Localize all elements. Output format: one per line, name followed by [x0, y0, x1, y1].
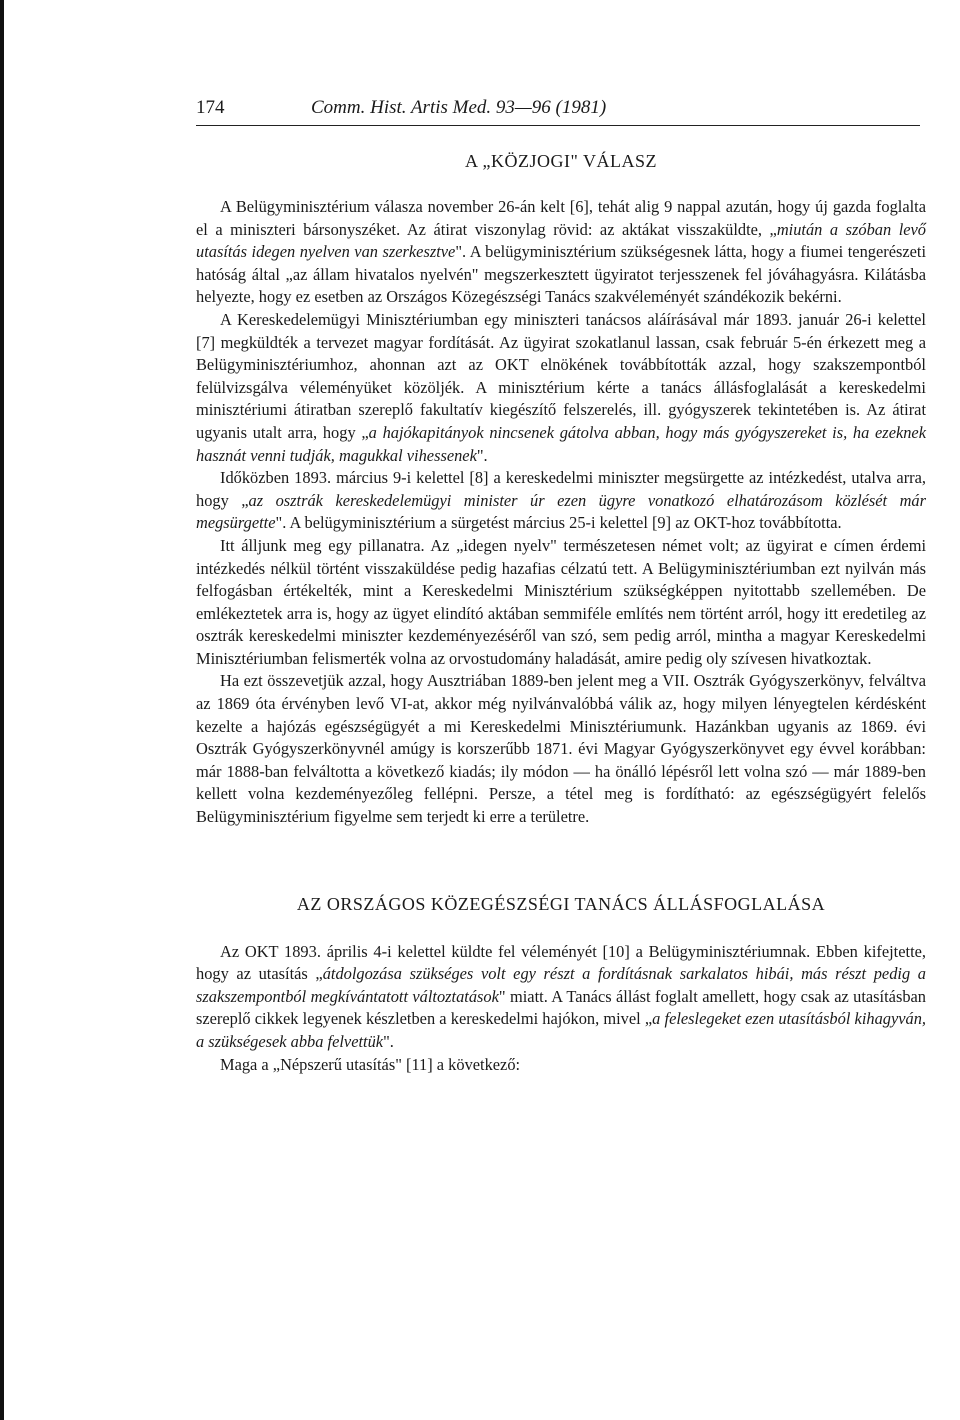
- article-body: [196, 148, 926, 1076]
- header-rule: [196, 125, 920, 126]
- section-title: A „KÖZJOGI" VÁLASZ: [464, 151, 657, 171]
- text-run: ".: [383, 1032, 394, 1051]
- quoted-text: a feleslegeket ezen utasításból kihagyván, a szükségesek abba felvettük: [196, 1009, 926, 1051]
- quoted-text: miután a szóban levő utasítás idegen nyelven van szerkesztve: [196, 219, 927, 262]
- section-title: AZ ORSZÁGOS KÖZEGÉSZSÉGI TANÁCS ÁLLÁSFOGLALÁSA: [296, 893, 826, 914]
- quoted-text: a hajókapitányok nincsenek gátolva abban, hogy más gyógyszereket is, ha ezeknek hasznát venni tudják, magukkal vihessenek: [196, 422, 926, 465]
- page-edge: [0, 0, 4, 1420]
- text-run: ".: [476, 445, 488, 465]
- paragraph: Itt álljunk meg egy pillanatra. Az „idegen nyelv" természetesen német volt; az ügyirat e címen érdemi intézkedés nélkül történt visszaküldése pedig hazafias célzatú tett. A Belügyminisztériumban ezt nyilván más felfogásban értékelték, mint a Kereskedelmi Minisztérium szükségképpen nyitottabb szellemében. De emlékeztetek arra is, hogy az ügyet elindító aktában semmiféle említés nem történt arról, hogy itt eredetileg az osztrák kereskedelmi miniszter kezdeményezéséről van szó, sem pedig arról, mintha a magyar Kereskedelmi Minisztériumban felismerték volna az orvostudomány haladását, amire pedig oly szívesen hivatkoztak.: [196, 535, 926, 668]
- text-run: ". A belügyminisztérium szükségesnek látta, hogy a fiumei tengerészeti hatóság által „az állam hivatalos nyelvén" megszerkesztett ügyiratot terjesszenek fel jóváhagyásra. Kilátásba helyezte, hogy ez esetben az Országos Közegészségi Tanács szakvéleményét szándékozik bekérni.: [196, 242, 927, 307]
- text-run: A Kereskedelemügyi Minisztériumban egy miniszteri tanácsos aláírásával már 1893. január 26-i kelettel [7] megküldték a tervezet magyar fordítását. Az ügyirat szokatlanul lassan, csak február 5-én érkezett meg a Belügyminisztériumhoz, ahonnan azt az OKT elnökének továbbították azzal, hogy szakszempontból felülvizsgálva véleményüket közöljék. A minisztérium kérte a tanács állásfoglalását a kereskedelmi minisztériumi átiratban szereplő fakultatív kiegészítő felszerelés, ill. gyógyszerek tekintetében is. Az átirat ugyanis utalt arra, hogy „: [196, 309, 926, 442]
- quoted-text: az osztrák kereskedelemügyi minister úr ezen ügyre vonatkozó elhatározásom közlését már megsürgette: [196, 490, 927, 533]
- paragraph: [196, 467, 926, 535]
- journal-citation: Comm. Hist. Artis Med. 93—96 (1981): [311, 97, 607, 118]
- text-run: Időközben 1893. március 9-i kelettel [8] a kereskedelmi miniszter megsürgette az intézkedést, utalva arra, hogy „: [196, 468, 926, 510]
- paragraph: [196, 196, 926, 309]
- paragraph: [196, 309, 926, 467]
- paragraph: Ha ezt összevetjük azzal, hogy Ausztriában 1889-ben jelent meg a VII. Osztrák Gyógyszerkönyv, felváltva az 1869 óta érvényben levő VI-at, akkor még nyilvánvalóbbá válik az, hogy milyen lényegtelen kérdésként kezelte a hajózás egészségügyét a mi Kereskedelmi Minisztériumunk. Hazánkban ugyanis az 1869. évi Osztrák Gyógyszerkönyvnél amúgy is korszerűbb 1871. évi Magyar Gyógyszerkönyvet egy évvel korábban: már 1888-ban felváltotta a következő kiadás; ily módon — ha önálló lépésről lett volna szó — már 1889-ben kellett volna kezdeményezőleg fellépni. Persze, a tétel meg is fordítható: az egészségügyért felelős Belügyminisztérium figyelme sem terjedt ki erre a területre.: [196, 671, 926, 827]
- paragraph: Maga a „Népszerű utasítás" [11] a következő:: [220, 1054, 521, 1074]
- page-number: 174: [196, 97, 225, 118]
- text-run: Az OKT 1893. április 4-i kelettel küldte fel véleményét [10] a Belügyminisztériumnak. Ebben kifejtette, hogy az utasítás „: [196, 941, 926, 984]
- text-run: " miatt. A Tanács állást foglalt amellett, hogy csak az utasításban szereplő cikkek legyenek készletben a kereskedelmi hajókon, mivel „: [196, 986, 926, 1029]
- running-header: [196, 97, 920, 129]
- text-run: A Belügyminisztérium válasza november 26-án kelt [6], tehát alig 9 nappal azután, hogy új gazda foglalta el a miniszteri bársonyszéket. Az átirat viszonylag rövid: az aktákat visszaküldte, „: [196, 197, 926, 239]
- paragraph: [196, 941, 926, 1054]
- text-run: ". A belügyminisztérium a sürgetést március 25-i kelettel [9] az OKT-hoz továbbította.: [275, 513, 842, 533]
- quoted-text: átdolgozása szükséges volt egy részt a fordításnak sarkalatos hibái, más részt pedig a szakszempontból megkívántatott változtatások: [196, 964, 926, 1006]
